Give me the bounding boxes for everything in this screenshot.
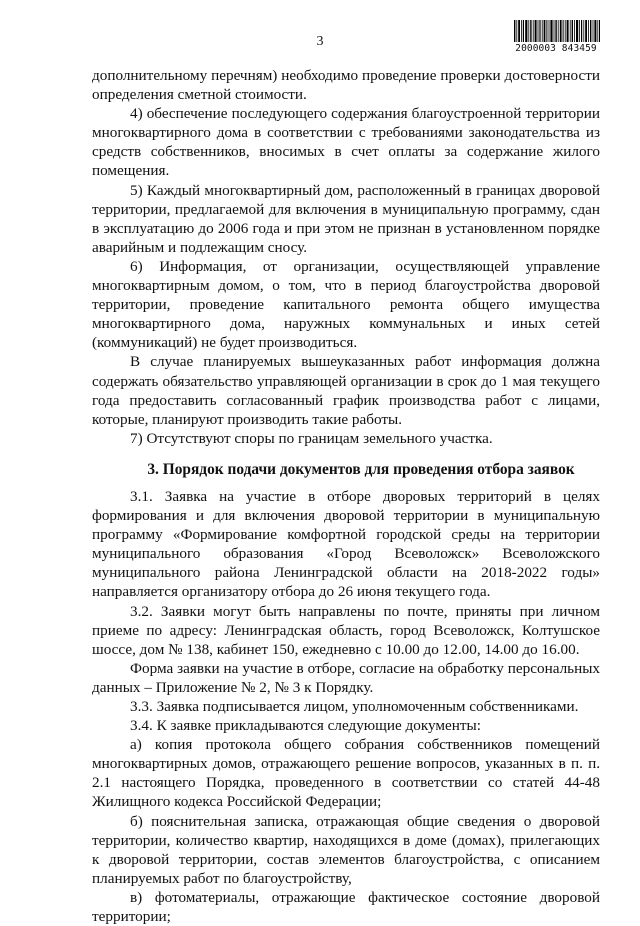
paragraph: в) фотоматериалы, отражающие фактическое состояние дворовой территории; [92,888,600,926]
page-number: 3 [316,34,324,49]
barcode-icon [514,20,600,42]
paragraph: дополнительному перечням) необходимо проведение проверки достоверности определения сметной стоимости. [92,67,600,104]
paragraph: б) пояснительная записка, отражающая общие сведения о дворовой территории, количество квартир, находящихся в доме (домах), прилегающих к дворовой территории, состав элементов благоустройства, с описанием планируемых работ по благоустройству, [92,812,600,887]
document-body [92,66,600,926]
paragraph: Форма заявки на участие в отборе, согласие на обработку персональных данных – Приложение № 2, № 3 к Порядку. [92,659,600,696]
section-heading: 3. Порядок подачи документов для проведения отбора заявок [147,460,575,478]
paragraph: 6) Информация, от организации, осуществляющей управление многоквартирным домом, о том, что в период благоустройства дворовой территории, проведение капитального ремонта общего имущества многоквартирного дома, наружных коммунальных и иных сетей (коммуникаций) не будет производиться. [92,257,600,352]
paragraph: 3.4. К заявке прикладываются следующие документы: [130,717,481,735]
paragraph: 3.1. Заявка на участие в отборе дворовых территорий в целях формирования и для включения дворовой территории в муниципальную программу «Формирование комфортной городской среды на территории муниципального образования «Город Всеволожск» Всеволожского муниципального района Ленинградской области на 2018-2022 годы» направляется организатору отбора до 26 июня текущего года. [92,487,600,601]
paragraph: 3.3. Заявка подписывается лицом, уполномоченным собственниками. [130,698,579,715]
barcode [510,20,602,54]
paragraph: а) копия протокола общего собрания собственников помещений многоквартирных домов, отражающего решение вопросов, указанных в п. п. 2.1 настоящего Порядка, проведенного в соответствии со статей 44-48 Жилищного кодекса Российской Федерации; [92,736,600,811]
paragraph: 4) обеспечение последующего содержания благоустроенной территории многоквартирного дома в соответствии с требованиями законодательства из средств собственников, вносимых в счет оплаты за содержание жилого помещения. [92,105,600,180]
paragraph: 3.2. Заявки могут быть направлены по почте, приняты при личном приеме по адресу: Ленинградская область, город Всеволожск, Колтушское шоссе, дом № 138, кабинет 150, ежедневно с 10.00 до 12.00, 14.00 до 16.00. [92,602,600,658]
paragraph: 5) Каждый многоквартирный дом, расположенный в границах дворовой территории, предлагаемой для включения в муниципальную программу, сдан в эксплуатацию до 2006 года и при этом не признан в установленном порядке аварийным и подлежащим сносу. [92,181,600,256]
paragraph: В случае планируемых вышеуказанных работ информация должна содержать обязательство управляющей организации в срок до 1 мая текущего года предоставить согласованный график производства работ с лицами, которые, планируют производить такие работы. [92,353,600,428]
paragraph: 7) Отсутствуют споры по границам земельного участка. [130,429,493,447]
barcode-number: 2000003 843459 [515,43,597,54]
